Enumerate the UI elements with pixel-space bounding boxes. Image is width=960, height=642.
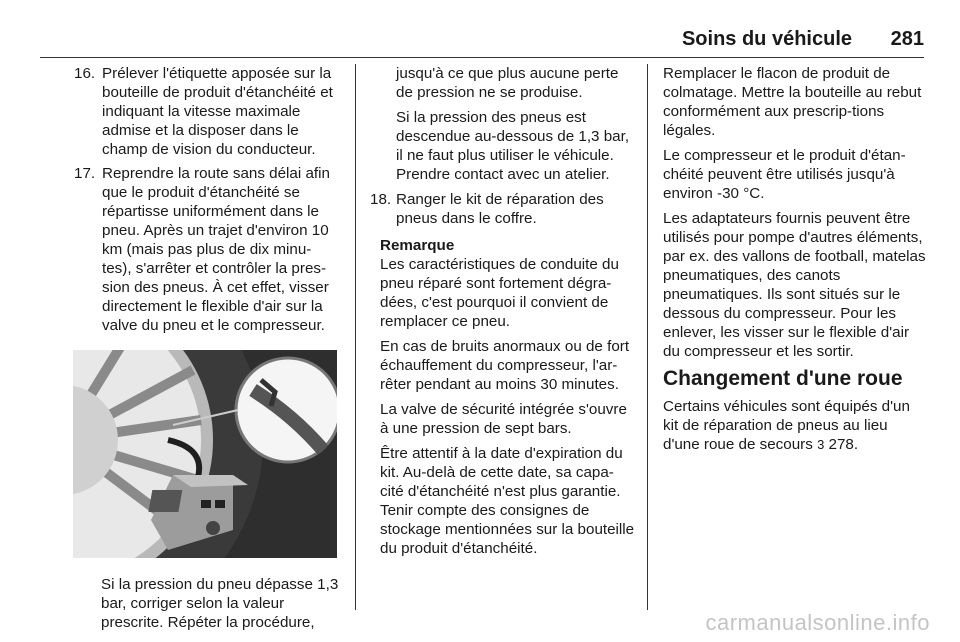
column-2 [370,64,635,564]
page-reference-arrow-icon: 3 [817,437,825,452]
step-number: 17. [74,165,96,182]
step-text: Prélever l'étiquette apposée sur la bouteille de produit d'étanchéité et indiquant la vitesse maximale admise et la disposer dans le champ de vision du conducteur. [102,65,333,158]
paragraph: La valve de sécurité intégrée s'ouvre à une pression de sept bars. [380,401,627,437]
step-number: 16. [74,65,96,82]
page-number: 281 [890,28,924,50]
paragraph: Le compresseur et le produit d'étan-chéité peuvent être utilisés jusqu'à environ -30 °C. [663,147,906,202]
paragraph: Les caractéristiques de conduite du pneu réparé sont fortement dégra-dées, c'est pourquoi il convient de remplacer ce pneu. [380,256,619,330]
paragraph: En cas de bruits anormaux ou de fort échauffement du compresseur, l'ar-rêter pendant au moins 30 minutes. [380,338,630,393]
step-text: Reprendre la route sans délai afin que le produit d'étanchéité se répartisse uniformément dans le pneu. Après un trajet d'environ 10 km (mais pas plus de dix minu-tes), s'arrêter et contrôler la pres-sion des pneus. À cet effet, visser directement le flexible d'air sur la valve du pneu et le compresseur. [102,165,330,334]
remark-label: Remarque [380,237,455,254]
page-reference-link[interactable]: 278. [828,436,859,453]
paragraph [663,397,928,454]
column-3 [663,64,928,460]
tire-compressor-illustration [73,350,337,558]
step-18 [370,190,635,228]
column-1 [75,64,340,638]
step-number: 18. [370,191,392,208]
column-divider [355,64,356,610]
paragraph: Si la pression du pneu dépasse 1,3 bar, corriger selon la valeur prescrite. Répéter la procédure, [101,576,339,631]
watermark: carmanualsonline.info [705,610,930,635]
paragraph: jusqu'à ce que plus aucune perte de pression ne se produise. [396,65,619,101]
step-16 [75,64,340,159]
section-heading: Changement d'une roue [663,367,903,390]
paragraph: Les adaptateurs fournis peuvent être utilisés pour pompe d'autres éléments, par ex. des vallons de football, matelas pneumatiques, des canots pneumatiques. Ils sont situés sur le dessous du compresseur. Pour les enlever, les visser sur le flexible d'air du compresseur et les sortir. [663,210,926,360]
step-text: Ranger le kit de réparation des pneus dans le coffre. [396,191,604,227]
paragraph: Être attentif à la date d'expiration du kit. Au-delà de cette date, sa capa-cité d'étanchéité n'est plus garantie. Tenir compte des consignes de stockage mentionnées sur la bouteille du produit d'étanchéité. [380,445,635,557]
section-title: Soins du véhicule [681,28,852,50]
remark-block [370,236,635,558]
paragraph: Si la pression des pneus est descendue au-dessous de 1,3 bar, il ne faut plus utiliser le véhicule. Prendre contact avec un atelier. [396,109,630,183]
step-17 [75,164,340,335]
paragraph-text: Certains véhicules sont équipés d'un kit de réparation de pneus au lieu d'une roue de secours [663,398,910,453]
page-header [40,26,924,58]
column-divider [647,64,648,610]
paragraph: Remplacer le flacon de produit de colmatage. Mettre la bouteille au rebut conformément aux prescrip-tions légales. [663,65,922,139]
